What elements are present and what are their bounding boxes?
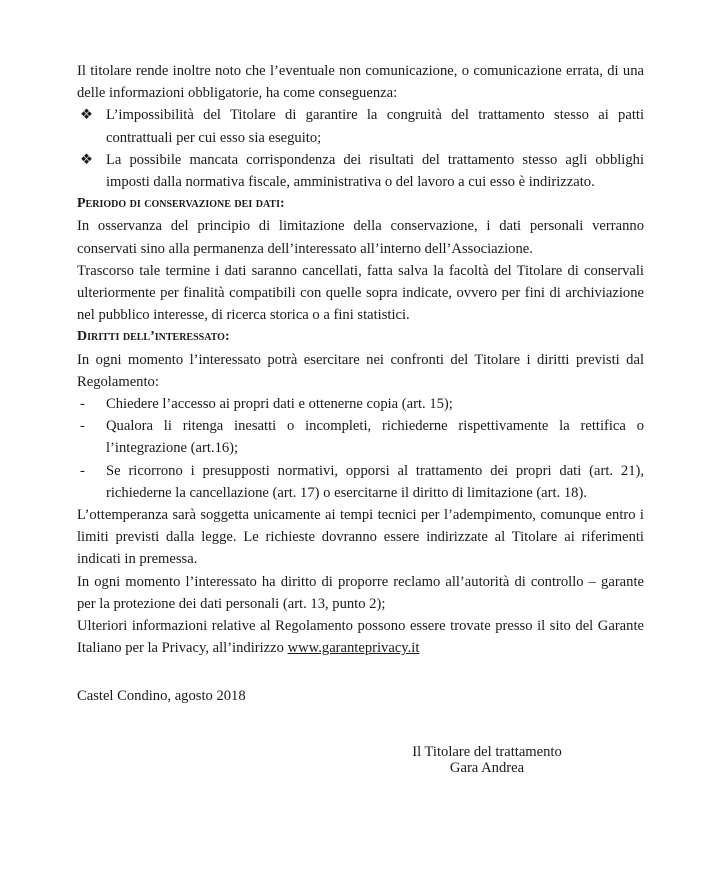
diritti-paragraph: L’ottemperanza sarà soggetta unicamente ai tempi tecnici per l’adempimento, comunque entro i limiti previsti dalla legge. Le richieste dovranno essere indirizzate al Titolare ai riferimenti indicati in premessa. <box>77 507 644 568</box>
right-text: Qualora li ritenga inesatti o incompleti, richiederne rispettivamente la rettifica o l’integrazione (art.16); <box>106 418 644 457</box>
signature-block <box>408 744 566 776</box>
right-text: Chiedere l’accesso ai propri dati e ottenerne copia (art. 15); <box>106 396 453 413</box>
garante-privacy-link[interactable]: www.garanteprivacy.it <box>287 640 420 657</box>
list-item <box>77 415 644 459</box>
diritti-intro: In ogni momento l’interessato potrà esercitare nei confronti del Titolare i diritti previsti dal Regolamento: <box>77 351 644 390</box>
dash-bullet: - <box>80 396 85 413</box>
conservazione-paragraph: Trascorso tale termine i dati saranno cancellati, fatta salva la facoltà del Titolare di conservali ulteriormente per finalità compatibili con quelle sopra indicate, ovvero per fini di archiviazione nel pubblico interesse, di ricerca storica o a fini statistici. <box>77 262 644 324</box>
diritti-paragraph <box>77 615 644 659</box>
dash-bullet: - <box>80 418 85 435</box>
conservazione-paragraph: In osservanza del principio di limitazione della conservazione, i dati personali verranno conservati sino alla permanenza dell’interessato all’interno dell’Associazione. <box>77 218 644 257</box>
dash-bullet: - <box>80 462 85 479</box>
signature-name: Gara Andrea <box>449 760 525 776</box>
signature-role: Il Titolare del trattamento <box>412 744 562 760</box>
document-body <box>77 60 644 659</box>
list-item <box>77 149 644 193</box>
right-text: Se ricorrono i presupposti normativi, opporsi al trattamento dei propri dati (art. 21), richiederne la cancellazione (art. 17) o esercitarne il diritto di limitazione (art. 18). <box>106 462 644 501</box>
section-heading-diritti: Diritti dell’interessato: <box>77 329 230 345</box>
list-item <box>77 393 644 415</box>
consequence-text: L’impossibilità del Titolare di garantire la congruità del trattamento stesso ai patti contrattuali per cui esso sia eseguito; <box>106 107 644 146</box>
list-item <box>77 460 644 504</box>
diritti-paragraph-text: Ulteriori informazioni relative al Regolamento possono essere trovate presso il sito del Garante Italiano per la Privacy, all’indirizzo <box>77 618 644 657</box>
diamond-bullet-icon: ❖ <box>80 151 94 168</box>
consequence-text: La possibile mancata corrispondenza dei risultati del trattamento stesso agli obblighi imposti dalla normativa fiscale, amministrativa o del lavoro a cui esso è indirizzato. <box>106 151 644 191</box>
list-item <box>77 104 644 148</box>
intro-paragraph: Il titolare rende inoltre noto che l’eventuale non comunicazione, o comunicazione errata, di una delle informazioni obbligatorie, ha come conseguenza: <box>77 63 644 102</box>
diamond-bullet-icon: ❖ <box>80 107 94 124</box>
section-heading-conservazione: Periodo di conservazione dei dati: <box>77 196 285 212</box>
diritti-paragraph: In ogni momento l’interessato ha diritto di proporre reclamo all’autorità di controllo – garante per la protezione dei dati personali (art. 13, punto 2); <box>77 573 644 612</box>
place-date: Castel Condino, agosto 2018 <box>77 688 246 704</box>
